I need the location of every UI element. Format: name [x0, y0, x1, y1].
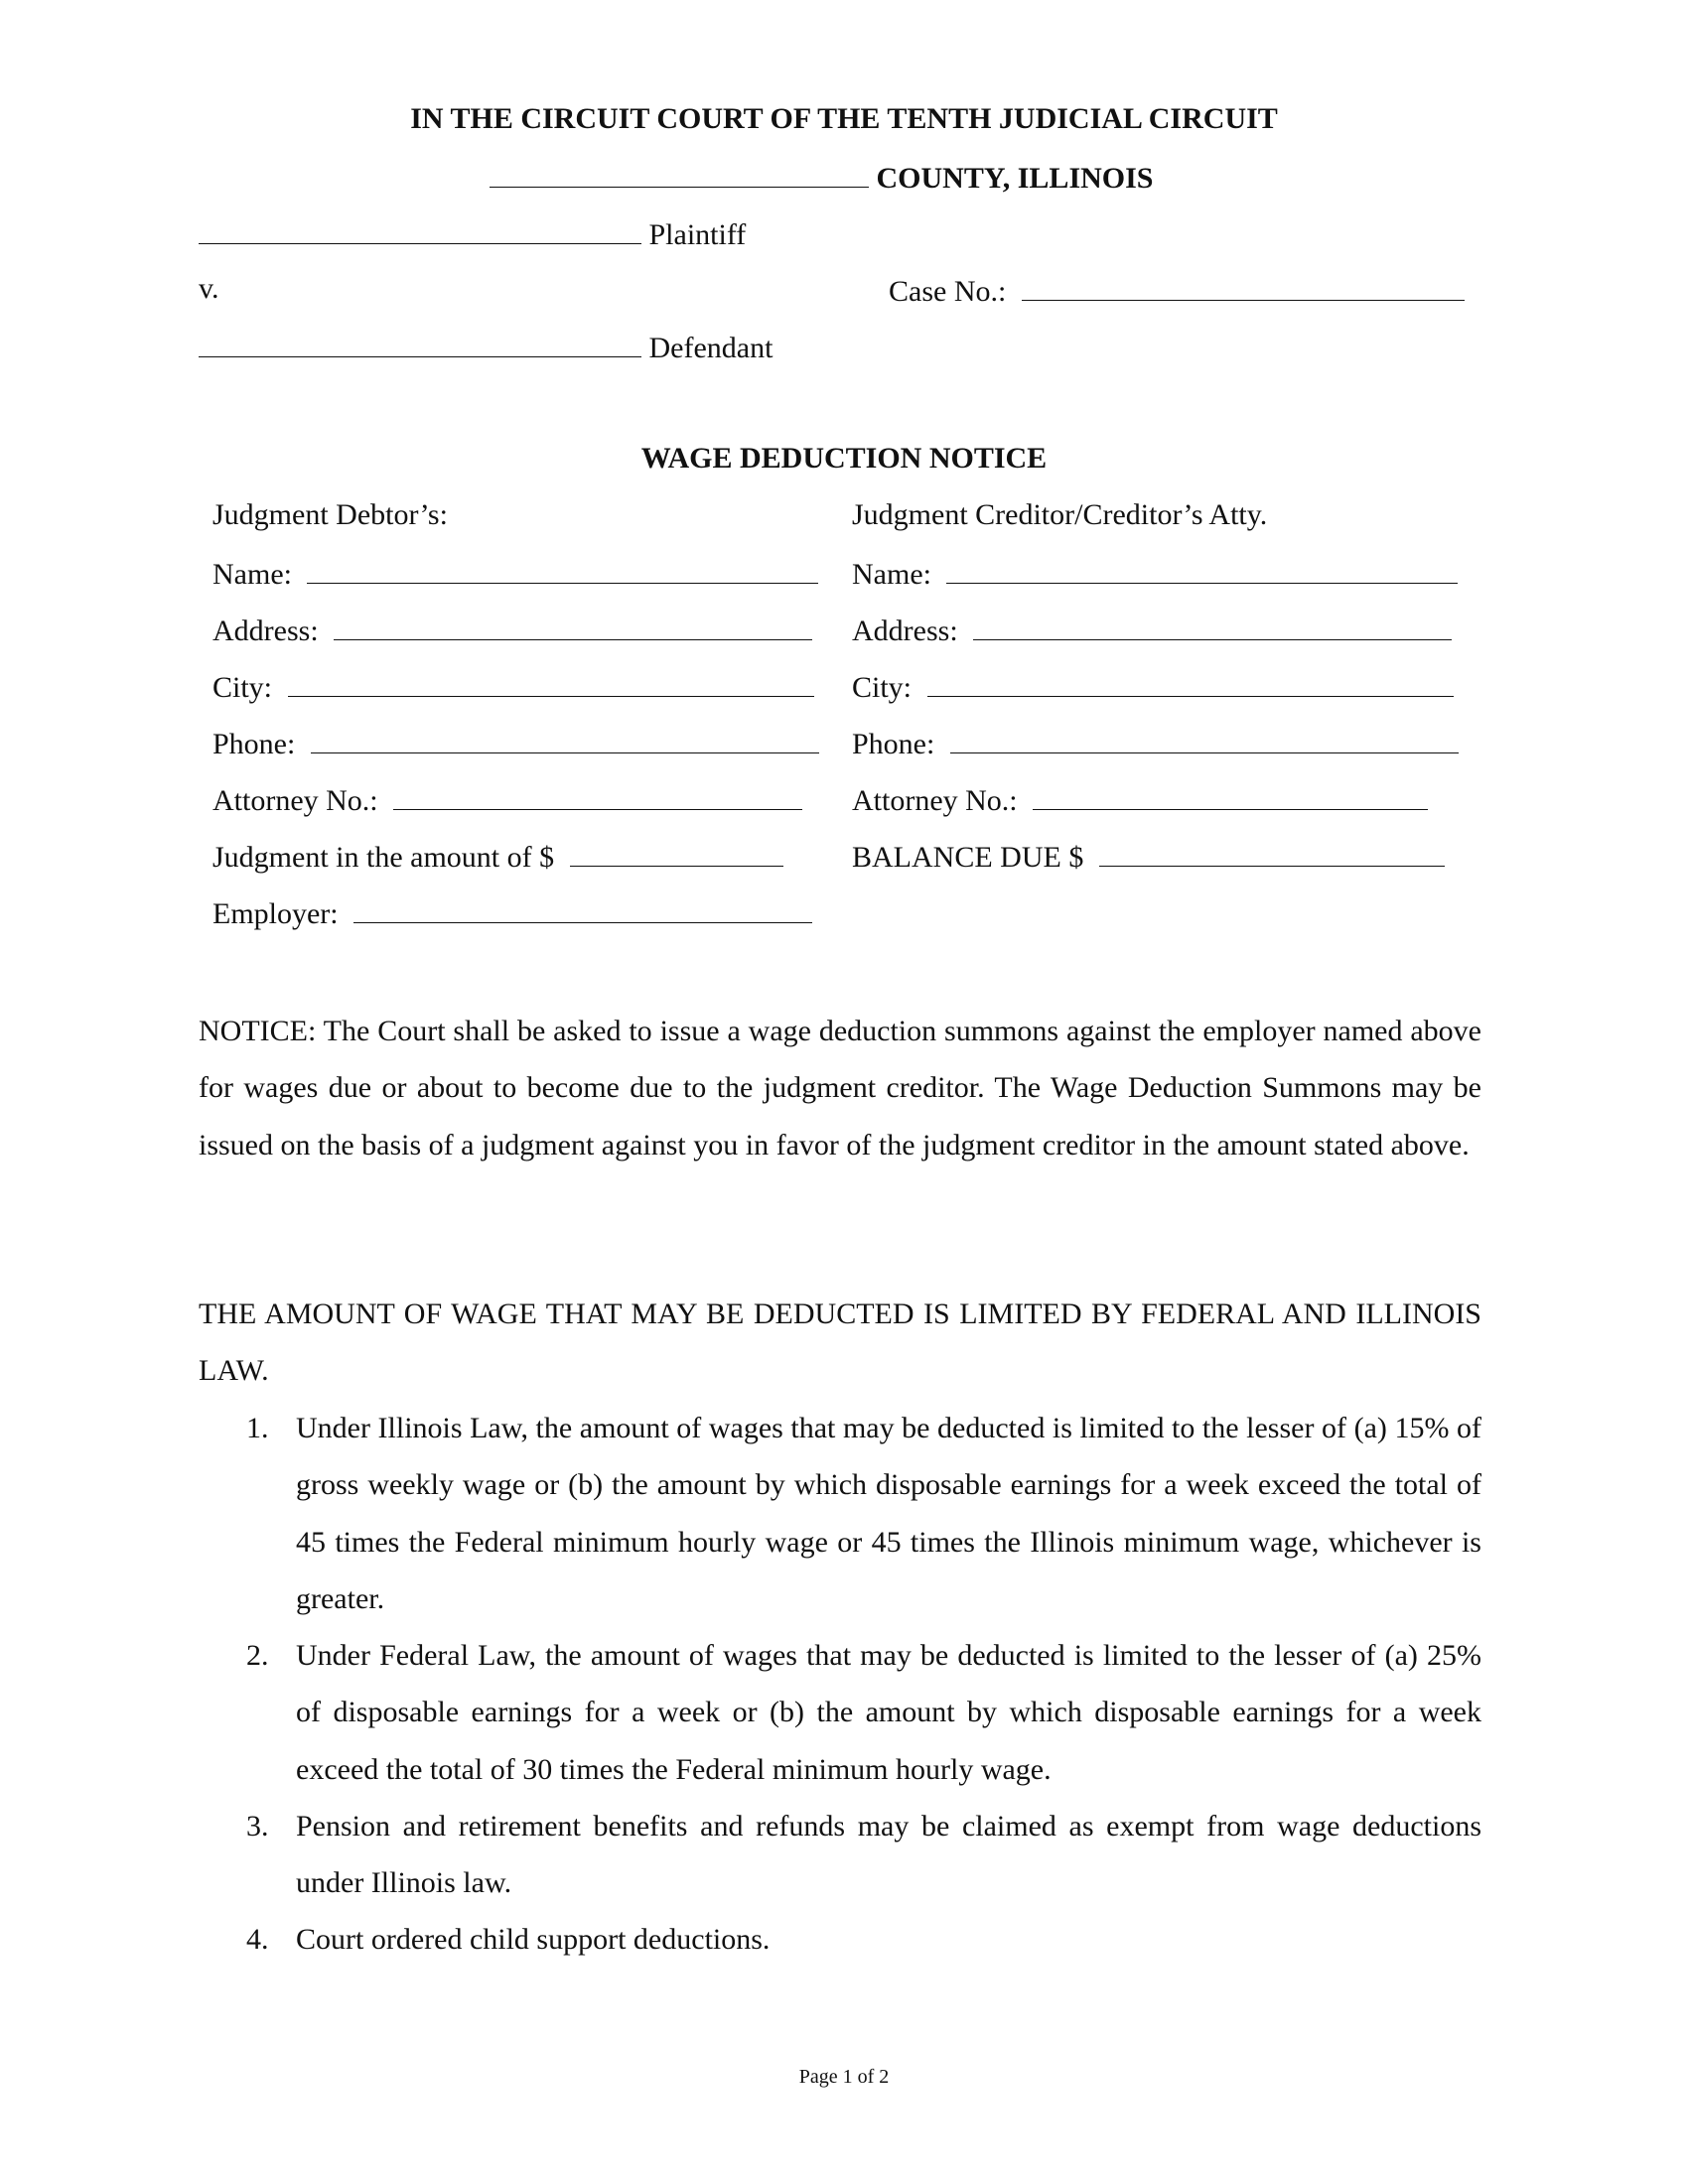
defendant-row — [199, 331, 773, 363]
debtor-attorney-field[interactable] — [393, 783, 802, 810]
debtor-phone-label: Phone: — [212, 728, 296, 760]
court-title: IN THE CIRCUIT COURT OF THE TENTH JUDICIAL CIRCUIT — [410, 102, 1278, 135]
balance-due-row — [852, 840, 1445, 873]
debtor-attorney-row — [212, 783, 802, 816]
employer-field[interactable] — [353, 896, 812, 923]
debtor-name-label: Name: — [212, 558, 292, 591]
creditor-city-row — [852, 670, 1454, 703]
employer-label: Employer: — [212, 897, 339, 930]
creditor-address-label: Address: — [852, 614, 958, 647]
creditor-phone-field[interactable] — [950, 727, 1459, 753]
debtor-heading: Judgment Debtor’s: — [212, 498, 448, 531]
page-number: Page 1 of 2 — [798, 2066, 890, 2088]
creditor-phone-label: Phone: — [852, 728, 935, 760]
debtor-name-row — [212, 557, 818, 590]
debtor-city-row — [212, 670, 814, 703]
list-text: Court ordered child support deductions. — [296, 1923, 771, 1956]
list-number: 2. — [246, 1639, 269, 1672]
defendant-label: Defendant — [648, 332, 774, 364]
list-text: Pension and retirement benefits and refunds may be claimed as exempt from wage deductions under Illinois law. — [296, 1810, 1481, 1900]
debtor-phone-field[interactable] — [311, 727, 819, 753]
case-no-label: Case No.: — [889, 275, 1007, 308]
list-number: 3. — [246, 1810, 269, 1843]
plaintiff-label: Plaintiff — [648, 218, 747, 251]
county-field[interactable] — [490, 161, 869, 188]
defendant-field[interactable] — [199, 331, 641, 357]
creditor-name-label: Name: — [852, 558, 931, 591]
creditor-address-field[interactable] — [973, 614, 1452, 640]
form-title: WAGE DEDUCTION NOTICE — [640, 442, 1048, 475]
creditor-city-label: City: — [852, 671, 913, 704]
balance-due-label: BALANCE DUE $ — [852, 841, 1084, 874]
debtor-phone-row — [212, 727, 819, 759]
creditor-phone-row — [852, 727, 1459, 759]
creditor-name-row — [852, 557, 1458, 590]
list-text: Under Illinois Law, the amount of wages that may be deducted is limited to the lesser of (a) 15% of gross weekly wage or (b) the amount by which disposable earnings for a week exceed the total of 45 times the Federal minimum hourly wage or 45 times the Illinois minimum wage, whichever is greater. — [296, 1412, 1481, 1615]
creditor-name-field[interactable] — [946, 557, 1458, 584]
debtor-attorney-label: Attorney No.: — [212, 784, 378, 817]
debtor-name-field[interactable] — [307, 557, 818, 584]
creditor-address-row — [852, 614, 1452, 646]
case-no-row — [889, 274, 1465, 307]
list-number: 1. — [246, 1412, 269, 1444]
judgment-amount-field[interactable] — [570, 840, 783, 867]
debtor-city-field[interactable] — [288, 670, 814, 697]
county-line — [490, 161, 1153, 194]
limit-heading: THE AMOUNT OF WAGE THAT MAY BE DEDUCTED IS LIMITED BY FEDERAL AND ILLINOIS LAW. — [199, 1297, 1481, 1388]
case-no-field[interactable] — [1022, 274, 1465, 301]
creditor-attorney-label: Attorney No.: — [852, 784, 1018, 817]
list-number: 4. — [246, 1923, 269, 1956]
creditor-attorney-field[interactable] — [1033, 783, 1428, 810]
judgment-amount-label: Judgment in the amount of $ — [212, 841, 555, 874]
creditor-city-field[interactable] — [927, 670, 1454, 697]
balance-due-field[interactable] — [1099, 840, 1445, 867]
employer-row — [212, 896, 812, 929]
debtor-address-label: Address: — [212, 614, 319, 647]
county-label: COUNTY, ILLINOIS — [876, 162, 1154, 195]
creditor-attorney-row — [852, 783, 1428, 816]
judgment-amount-row — [212, 840, 783, 873]
plaintiff-row — [199, 217, 746, 250]
creditor-heading: Judgment Creditor/Creditor’s Atty. — [852, 498, 1268, 531]
plaintiff-field[interactable] — [199, 217, 641, 244]
debtor-address-row — [212, 614, 812, 646]
list-text: Under Federal Law, the amount of wages that may be deducted is limited to the lesser of (a) 25% of disposable earnings for a week or (b) the amount by which disposable earnings for a week exceed the total of 30 times the Federal minimum hourly wage. — [296, 1639, 1481, 1786]
debtor-address-field[interactable] — [334, 614, 812, 640]
versus-label: v. — [199, 272, 219, 305]
notice-paragraph: NOTICE: The Court shall be asked to issue a wage deduction summons against the employer named above for wages due or about to become due to the judgment creditor. The Wage Deduction Summons may be issued on the basis of a judgment against you in favor of the judgment creditor in the amount stated above. — [199, 1015, 1481, 1161]
debtor-city-label: City: — [212, 671, 273, 704]
